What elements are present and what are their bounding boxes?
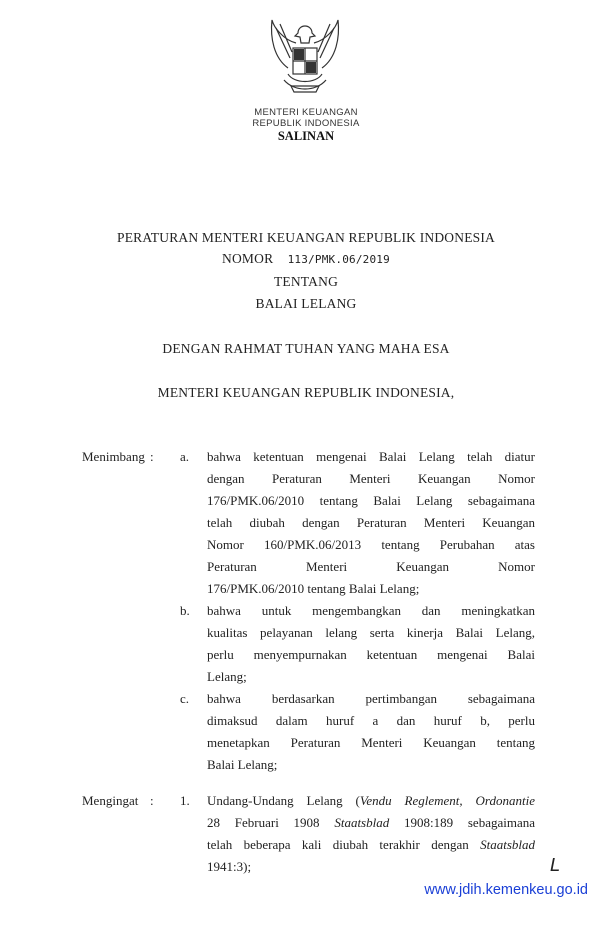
text-line: Balai Lelang;: [207, 757, 278, 772]
letterhead-ministry: MENTERI KEUANGAN: [254, 107, 358, 118]
item-paragraph: [207, 446, 535, 600]
text-segment: Vendu Reglement, Ordonantie: [359, 793, 535, 808]
regulation-subject: BALAI LELANG: [255, 296, 357, 311]
text-line: [207, 790, 535, 812]
item-marker: c.: [180, 691, 190, 706]
text-line: bahwa untuk mengembangkan dan meningkatkan: [207, 603, 535, 618]
text-line: 176/PMK.06/2010 tentang Balai Lelang;: [207, 581, 420, 596]
regulation-number: [0, 251, 612, 268]
list-item: [180, 688, 535, 776]
letterhead-republic: REPUBLIK INDONESIA: [252, 118, 360, 129]
text-segment: Staatsblad: [334, 815, 390, 830]
text-line: bahwa ketentuan mengenai Balai Lelang telah diatur: [207, 449, 535, 464]
text-line: dengan Peraturan Menteri Keuangan Nomor: [207, 471, 535, 486]
nomor-value: 113/PMK.06/2019: [287, 253, 390, 266]
text-line: [207, 834, 535, 856]
menimbang-colon: :: [150, 449, 154, 464]
text-segment: 1908:189 sebagaimana: [389, 815, 535, 830]
item-marker: 1.: [180, 793, 190, 808]
text-line: [207, 812, 535, 834]
text-segment: 28 Februari 1908: [207, 815, 335, 830]
text-line: menetapkan Peraturan Menteri Keuangan tentang: [207, 735, 535, 750]
mengingat-label: Mengingat: [82, 793, 139, 808]
list-item: [180, 790, 535, 878]
menimbang-label: Menimbang: [82, 449, 145, 464]
text-line: telah diubah dengan Peraturan Menteri Keuangan: [207, 515, 535, 530]
text-line: Lelang;: [207, 669, 247, 684]
jdih-url-link[interactable]: www.jdih.kemenkeu.go.id: [424, 882, 588, 898]
garuda-emblem-icon: [266, 18, 344, 102]
item-paragraph: [207, 600, 535, 688]
letterhead: [0, 107, 612, 143]
text-segment: telah beberapa kali diubah terakhir dengan: [207, 837, 481, 852]
text-line: perlu menyempurnakan ketentuan mengenai Balai: [207, 647, 535, 662]
mengingat-colon: :: [150, 793, 154, 808]
regulation-body: [82, 446, 535, 878]
text-line: bahwa berdasarkan pertimbangan sebagaimana: [207, 691, 535, 706]
text-line: dimaksud dalam huruf a dan huruf b, perlu: [207, 713, 535, 728]
text-line: kualitas pelayanan lelang serta kinerja Balai Lelang,: [207, 625, 535, 640]
text-segment: Undang-Undang Lelang (: [207, 793, 360, 808]
text-line: [207, 856, 535, 878]
handwritten-initial: L: [550, 855, 561, 876]
invocation: DENGAN RAHMAT TUHAN YANG MAHA ESA: [162, 341, 450, 356]
nomor-label: NOMOR: [222, 251, 274, 266]
salinan-stamp: SALINAN: [277, 129, 335, 143]
item-paragraph: [207, 688, 535, 776]
text-line: Peraturan Menteri Keuangan Nomor: [207, 559, 535, 574]
item-paragraph: [207, 790, 535, 878]
regulation-title: PERATURAN MENTERI KEUANGAN REPUBLIK INDONESIA: [117, 230, 495, 245]
text-segment: Staatsblad: [480, 837, 535, 852]
issuer: MENTERI KEUANGAN REPUBLIK INDONESIA,: [157, 385, 455, 400]
tentang-heading: TENTANG: [273, 274, 339, 289]
item-marker: b.: [180, 603, 190, 618]
mengingat-section: [82, 790, 535, 878]
item-marker: a.: [180, 449, 190, 464]
list-item: [180, 446, 535, 600]
list-item: [180, 600, 535, 688]
menimbang-section: [82, 446, 535, 776]
text-segment: 1941:3);: [207, 859, 252, 874]
text-line: 176/PMK.06/2010 tentang Balai Lelang sebagaimana: [207, 493, 535, 508]
text-line: Nomor 160/PMK.06/2013 tentang Perubahan atas: [207, 537, 535, 552]
